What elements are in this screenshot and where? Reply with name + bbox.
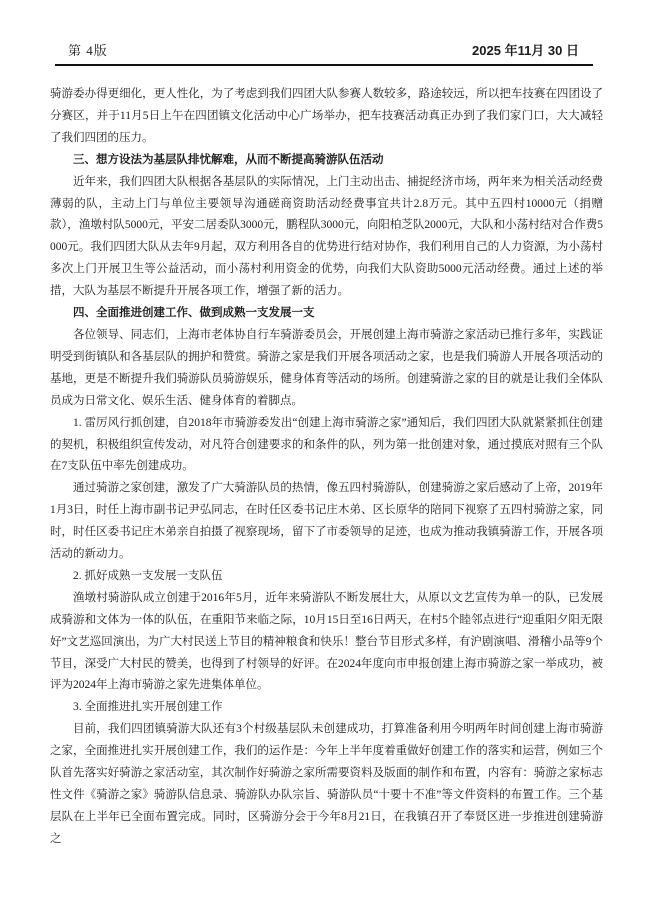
page-date: 2025 年11月 30 日 bbox=[472, 43, 579, 58]
section-heading: 四、全面推进创建工作、做到成熟一支发展一支 bbox=[73, 307, 315, 320]
paragraph: 骑游委办得更细化，更人性化，为了考虑到我们四团大队参赛人数较多，路途较远，所以把车技赛在四团设了分赛区，并于11月5日上午在四团镇文化活动中心广场举办，把车技赛活动真正办到了我们家门口，大大减轻了我们四团的压力。 bbox=[50, 88, 603, 144]
article-body bbox=[50, 84, 603, 851]
paragraph: 通过骑游之家创建，激发了广大骑游队员的热情，像五四村骑游队，创建骑游之家后感动了上帝，2019年1月3日，时任上海市副书记尹弘同志，在时任区委书记庄木弟、区长原华的陪同下视察了五四村骑游之家，同时，时任区委书记庄木弟亲自拍摄了视察现场，留下了市委领导的足迹，也成为推动我镇骑游工作，开展各项活动的新动力。 bbox=[50, 482, 603, 561]
page-header bbox=[55, 40, 593, 66]
paragraph: 目前，我们四团镇骑游大队还有3个村级基层队未创建成功，打算准备利用今明两年时间创建上海市骑游之家，全面推进扎实开展创建工作，我们的运作是：今年上半年度着重做好创建工作的落实和运营，例如三个队首先落实好骑游之家活动室，其次制作好骑游之家所需要资料及版面的制作和布置，内容有：骑游之家标志性文件《骑游之家》骑游队信息录、骑游队办队宗旨、骑游队员“十要十不准”等文件资料的布置工作。三个基层队在上半年已全面布置完成。同时，区骑游分会于今年8月21日，在我镇召开了奉贤区进一步推进创建骑游之 bbox=[50, 723, 603, 845]
paragraph: 近年来，我们四团大队根据各基层队的实际情况，上门主动出击、捕捉经济市场，两年来为相关活动经费薄弱的队，主动上门与单位主要领导沟通磋商资助活动经费事宜共计2.8万元。其中五四村10000元（捐赠款），渔墩村队5000元，平安二居委队3000元，鹏程队3000元，向阳柏芝队2000元，大队和小荡村结对合作费5000元。我们四团大队从去年9月起，双方利用各自的优势进行结对协作，我们利用自己的人力资源，为小荡村多次上门开展卫生等公益活动，而小荡村利用资金的优势，向我们大队资助5000元活动经费。通过上述的举措，大队为基层不断提升开展各项工作，增强了新的活力。 bbox=[50, 175, 603, 298]
paragraph: 渔墩村骑游队成立创建于2016年5月，近年来骑游队不断发展壮大，从原以文艺宣传为单一的队，已发展成骑游和文体为一体的队伍，在重阳节来临之际，10月15日至16日两天，在村5个睦邻点进行“迎重阳夕阳无限好”文艺巡回演出，为广大村民送上节目的精神粮食和快乐！整台节目形式多样，有沪剧演唱、滑稽小品等9个节目，深受广大村民的赞美，也得到了村领导的好评。在2024年度向市申报创建上海市骑游之家一举成功，被评为2024年上海市骑游之家先进集体单位。 bbox=[50, 591, 603, 692]
paragraph: 2. 抓好成熟一支发展一支队伍 bbox=[73, 569, 223, 582]
paragraph: 各位领导、同志们，上海市老体协自行车骑游委员会，开展创建上海市骑游之家活动已推行多年，实践证明受到街镇队和各基层队的拥护和赞赏。骑游之家是我们开展各项活动之家，也是我们骑游人开展各项活动的基地，更是不断提升我们骑游队员骑游娱乐，健身体育等活动的场所。创建骑游之家的目的就是让我们全体队员成为日常文化、娱乐生活、健身体育的着脚点。 bbox=[50, 328, 603, 407]
paragraph: 3. 全面推进扎实开展创建工作 bbox=[73, 701, 223, 714]
section-heading: 三、想方设法为基层队排忧解难，从而不断提高骑游队伍活动 bbox=[73, 153, 384, 166]
page-number-label: 第 4版 bbox=[68, 43, 108, 58]
paragraph: 1. 雷厉风行抓创建，自2018年市骑游委发出“创建上海市骑游之家”通知后，我们四团大队就紧紧抓住创建的契机，积极组织宣传发动，对凡符合创建要求的和条件的队，列为第一批创建对象，通过摸底对照有三个队在7支队伍中率先创建成功。 bbox=[50, 416, 603, 473]
